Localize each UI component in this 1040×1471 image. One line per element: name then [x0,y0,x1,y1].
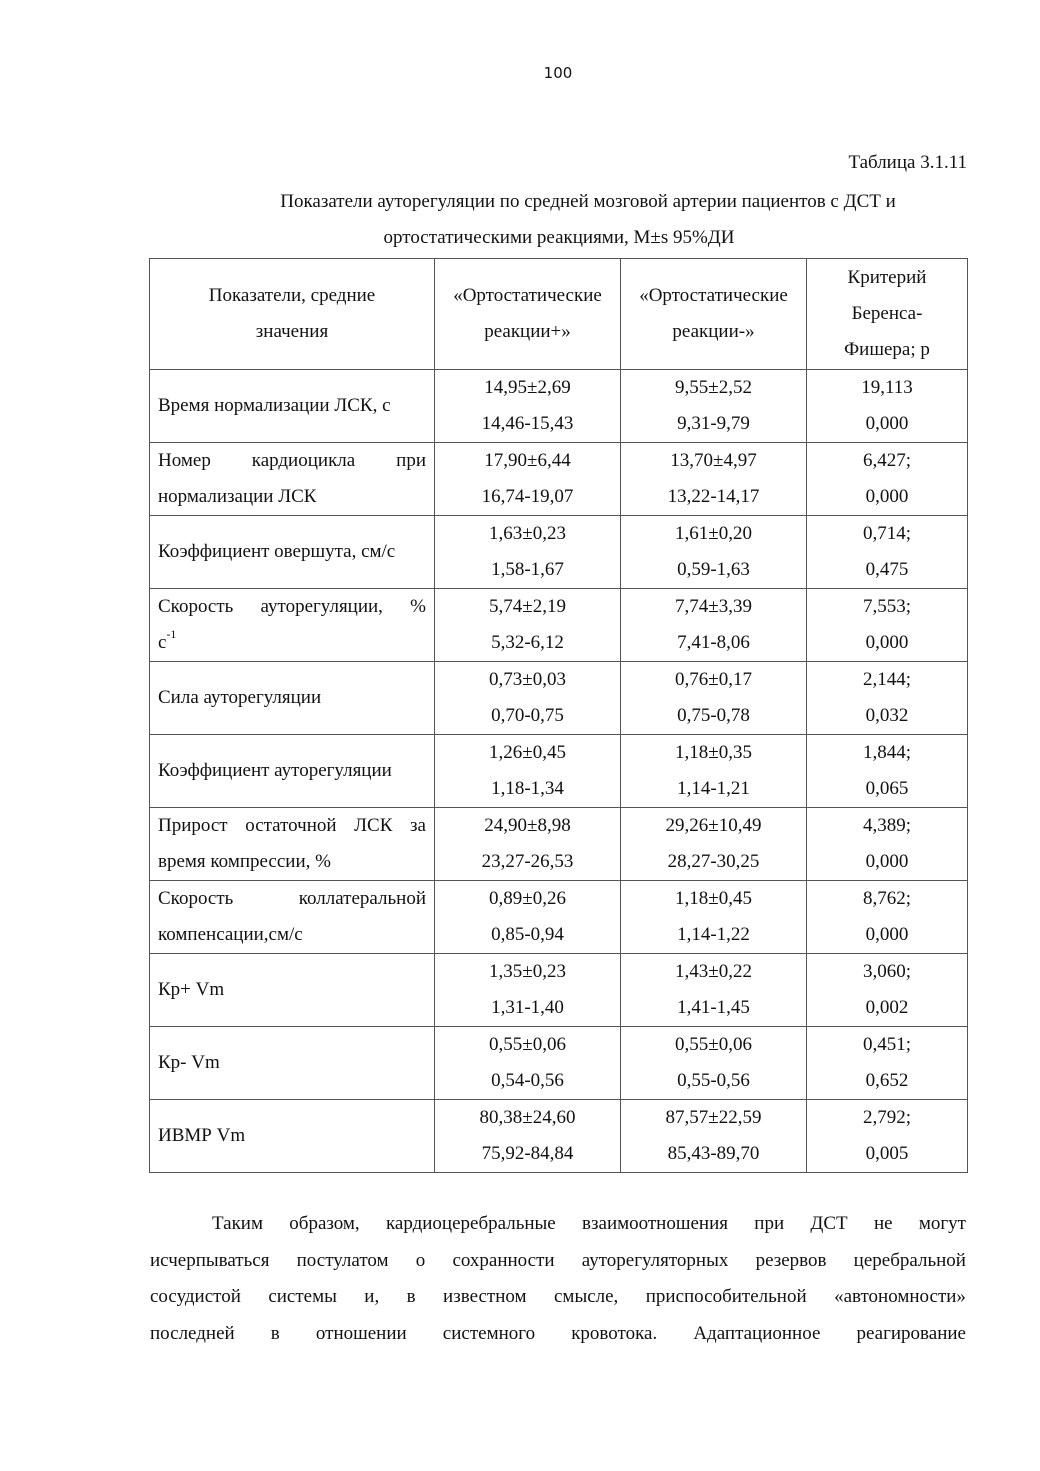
cell-pos [435,1100,621,1173]
cell-value: 1,18±0,35 [675,742,752,763]
cell-value: 0,652 [865,1070,909,1091]
paragraph-word: системного [442,1322,536,1344]
page-number: 100 [543,64,573,82]
cell-pos [435,735,621,808]
table-row [150,662,968,735]
cell-value: 0,89±0,26 [489,888,566,909]
cell-neg [621,1100,807,1173]
header-criterion [807,259,968,370]
row-label-line [158,917,426,953]
cell-crit [807,881,968,954]
cell-crit [807,589,968,662]
cell-value: 1,14-1,22 [677,924,750,945]
header-text: Беренса- [851,303,923,324]
cell-value: 6,427; [862,450,912,471]
cell-value: 0,451; [862,1034,912,1055]
row-label-word: Прирост [158,815,228,836]
table-row [150,589,968,662]
cell-value: 0,714; [862,523,912,544]
cell-value: 1,844; [862,742,912,763]
cell-value: 24,90±8,98 [484,815,571,836]
paragraph-word: и, [364,1286,380,1307]
cell-value: 85,43-89,70 [667,1143,760,1164]
paragraph-word: смысле, [553,1286,619,1307]
header-ortho-negative [621,259,807,370]
paragraph-word: известном [443,1286,527,1307]
data-table [149,258,968,1173]
cell-value: 0,000 [865,851,909,872]
cell-value: 5,32-6,12 [491,632,564,653]
cell-value: 1,14-1,21 [677,778,750,799]
cell-value: 1,61±0,20 [675,523,752,544]
row-label-word: коллатеральной [298,888,426,909]
row-label [150,443,435,516]
paragraph-word: Таким [212,1213,263,1234]
header-text: значения [255,321,329,342]
cell-pos [435,881,621,954]
row-label-line [158,589,426,625]
cell-value: 0,73±0,03 [489,669,566,690]
cell-value: 4,389; [862,815,912,836]
cell-neg [621,881,807,954]
header-text: реакции+» [484,321,571,342]
row-label-line [158,479,426,515]
paragraph-line [150,1316,966,1353]
cell-value: 13,22-14,17 [667,486,760,507]
row-label-text: Кр+ Vm [158,979,225,1000]
cell-crit [807,954,968,1027]
table-label: Таблица 3.1.11 [848,152,967,173]
paragraph-word: кардиоцеребральные [385,1213,556,1234]
cell-value: 0,75-0,78 [677,705,750,726]
row-label [150,662,435,735]
cell-value: 7,553; [862,596,912,617]
paragraph-word: взаимоотношения [582,1213,728,1234]
cell-value: 0,000 [865,486,909,507]
paragraph-word: Адаптационное [693,1322,821,1344]
cell-value: 14,46-15,43 [481,413,574,434]
row-label-line [158,443,426,479]
table-row [150,808,968,881]
cell-neg [621,589,807,662]
cell-pos [435,662,621,735]
header-row [150,259,968,370]
header-text: Показатели, средние [208,285,376,306]
cell-value: 0,76±0,17 [675,669,752,690]
paragraph-word: при [754,1213,785,1234]
paragraph-line [150,1243,966,1280]
cell-neg [621,662,807,735]
paragraph-word: «автономности» [834,1286,966,1307]
row-label-text: время компрессии, % [158,851,331,872]
paragraph-word: образом, [289,1213,360,1234]
paragraph-word: постулатом [296,1249,389,1271]
row-label-text: с [158,632,167,653]
row-label-word: ауторегуляции, [260,596,383,617]
header-text: «Ортостатические [639,285,788,306]
cell-crit [807,662,968,735]
cell-value: 0,85-0,94 [491,924,564,945]
cell-neg [621,954,807,1027]
superscript: -1 [166,626,177,641]
cell-value: 0,000 [865,924,909,945]
cell-value: 1,41-1,45 [677,997,750,1018]
cell-value: 1,58-1,67 [491,559,564,580]
cell-pos [435,516,621,589]
row-label-word: ЛСК [354,815,393,836]
row-label-word: Скорость [158,596,234,617]
cell-value: 0,065 [865,778,909,799]
row-label [150,881,435,954]
paragraph-line [150,1279,966,1316]
cell-value: 19,113 [861,377,913,398]
table-row [150,370,968,443]
paragraph-word: ДСТ [810,1213,848,1234]
cell-value: 1,18±0,45 [675,888,752,909]
paragraph-word: сохранности [452,1249,555,1271]
cell-value: 9,55±2,52 [675,377,752,398]
table-row [150,881,968,954]
header-text: реакции-» [672,321,755,342]
cell-value: 2,144; [862,669,912,690]
cell-value: 5,74±2,19 [489,596,566,617]
row-label [150,954,435,1027]
cell-value: 1,31-1,40 [491,997,564,1018]
cell-value: 1,43±0,22 [675,961,752,982]
cell-pos [435,808,621,881]
paragraph-word: резервов [755,1249,827,1271]
row-label-line [158,625,426,661]
cell-pos [435,589,621,662]
header-ortho-positive [435,259,621,370]
table-row [150,1027,968,1100]
body-paragraph [150,1206,966,1352]
header-indicators [150,259,435,370]
cell-crit [807,1100,968,1173]
paragraph-word: сосудистой [150,1286,241,1307]
row-label-word: остаточной [245,815,337,836]
cell-value: 17,90±6,44 [484,450,571,471]
row-label [150,1100,435,1173]
cell-crit [807,735,968,808]
cell-value: 1,26±0,45 [489,742,566,763]
row-label [150,735,435,808]
cell-value: 87,57±22,59 [665,1107,762,1128]
cell-value: 14,95±2,69 [484,377,571,398]
paragraph-word: системы [268,1286,337,1307]
row-label-word: Скорость [158,888,234,909]
paragraph-word: отношении [315,1322,407,1344]
paragraph-word: приспособительной [645,1286,807,1307]
paragraph-line [150,1206,966,1243]
cell-value: 80,38±24,60 [479,1107,576,1128]
paragraph-word: не [873,1213,893,1234]
cell-value: 0,005 [865,1143,909,1164]
cell-value: 0,475 [865,559,909,580]
paragraph-word: ауторегуляторных [581,1249,729,1271]
cell-crit [807,808,968,881]
cell-value: 0,032 [865,705,909,726]
row-label [150,516,435,589]
table-row [150,954,968,1027]
table-row [150,516,968,589]
paragraph-word: о [415,1249,426,1271]
cell-pos [435,954,621,1027]
cell-neg [621,808,807,881]
cell-neg [621,516,807,589]
row-label-text: Время нормализации ЛСК, с [158,395,391,416]
row-label-word: % [410,596,426,617]
cell-value: 0,002 [865,997,909,1018]
row-label [150,370,435,443]
row-label-text: нормализации ЛСК [158,486,317,507]
cell-value: 0,59-1,63 [677,559,750,580]
row-label-text: ИВМР Vm [158,1125,246,1146]
cell-pos [435,443,621,516]
cell-value: 2,792; [862,1107,912,1128]
cell-neg [621,370,807,443]
cell-value: 0,55-0,56 [677,1070,750,1091]
row-label-line [158,844,426,880]
row-label-text: Кр- Vm [158,1052,220,1073]
row-label-line [158,881,426,917]
row-label-text: Коэффициент ауторегуляции [158,760,392,781]
header-text: «Ортостатические [453,285,602,306]
table-row [150,443,968,516]
row-label-word: кардиоцикла [251,450,356,471]
paragraph-word: в [406,1286,416,1307]
cell-crit [807,370,968,443]
cell-value: 75,92-84,84 [481,1143,574,1164]
cell-crit [807,443,968,516]
cell-value: 0,54-0,56 [491,1070,564,1091]
cell-value: 13,70±4,97 [670,450,757,471]
row-label [150,808,435,881]
row-label-text: Коэффициент овершута, см/с [158,541,396,562]
cell-value: 0,55±0,06 [675,1034,752,1055]
row-label-word: при [396,450,426,471]
table-row [150,1100,968,1173]
cell-crit [807,516,968,589]
cell-value: 16,74-19,07 [481,486,574,507]
row-label [150,589,435,662]
table-row [150,735,968,808]
cell-crit [807,1027,968,1100]
paragraph-word: церебральной [853,1249,966,1271]
row-label-line [158,808,426,844]
cell-value: 3,060; [862,961,912,982]
cell-value: 23,27-26,53 [481,851,574,872]
cell-neg [621,443,807,516]
cell-value: 8,762; [862,888,912,909]
paragraph-word: реагирование [856,1322,966,1344]
cell-value: 0,000 [865,413,909,434]
cell-value: 28,27-30,25 [667,851,760,872]
paragraph-word: могут [918,1213,966,1234]
cell-value: 29,26±10,49 [665,815,762,836]
cell-neg [621,1027,807,1100]
cell-neg [621,735,807,808]
row-label [150,1027,435,1100]
cell-value: 0,000 [865,632,909,653]
header-text: Фишера; p [844,339,930,360]
table-caption-line-1: Показатели ауторегуляции по средней мозговой артерии пациентов с ДСТ и [280,191,896,212]
cell-pos [435,370,621,443]
cell-value: 0,70-0,75 [491,705,564,726]
row-label-word: за [410,815,426,836]
cell-value: 9,31-9,79 [677,413,750,434]
table-caption-line-2: ортостатическими реакциями, M±s 95%ДИ [383,227,735,248]
cell-value: 0,55±0,06 [489,1034,566,1055]
row-label-word: Номер [158,450,211,471]
cell-value: 1,18-1,34 [491,778,564,799]
cell-pos [435,1027,621,1100]
paragraph-word: в [270,1322,280,1344]
paragraph-word: исчерпываться [150,1249,270,1271]
paragraph-word: кровотока. [571,1322,658,1344]
cell-value: 1,35±0,23 [489,961,566,982]
row-label-text: Сила ауторегуляции [158,687,322,708]
cell-value: 1,63±0,23 [489,523,566,544]
paragraph-word: последней [150,1322,235,1344]
cell-value: 7,41-8,06 [677,632,750,653]
row-label-text: компенсации,см/с [158,924,303,945]
cell-value: 7,74±3,39 [675,596,752,617]
header-text: Критерий [847,267,927,288]
